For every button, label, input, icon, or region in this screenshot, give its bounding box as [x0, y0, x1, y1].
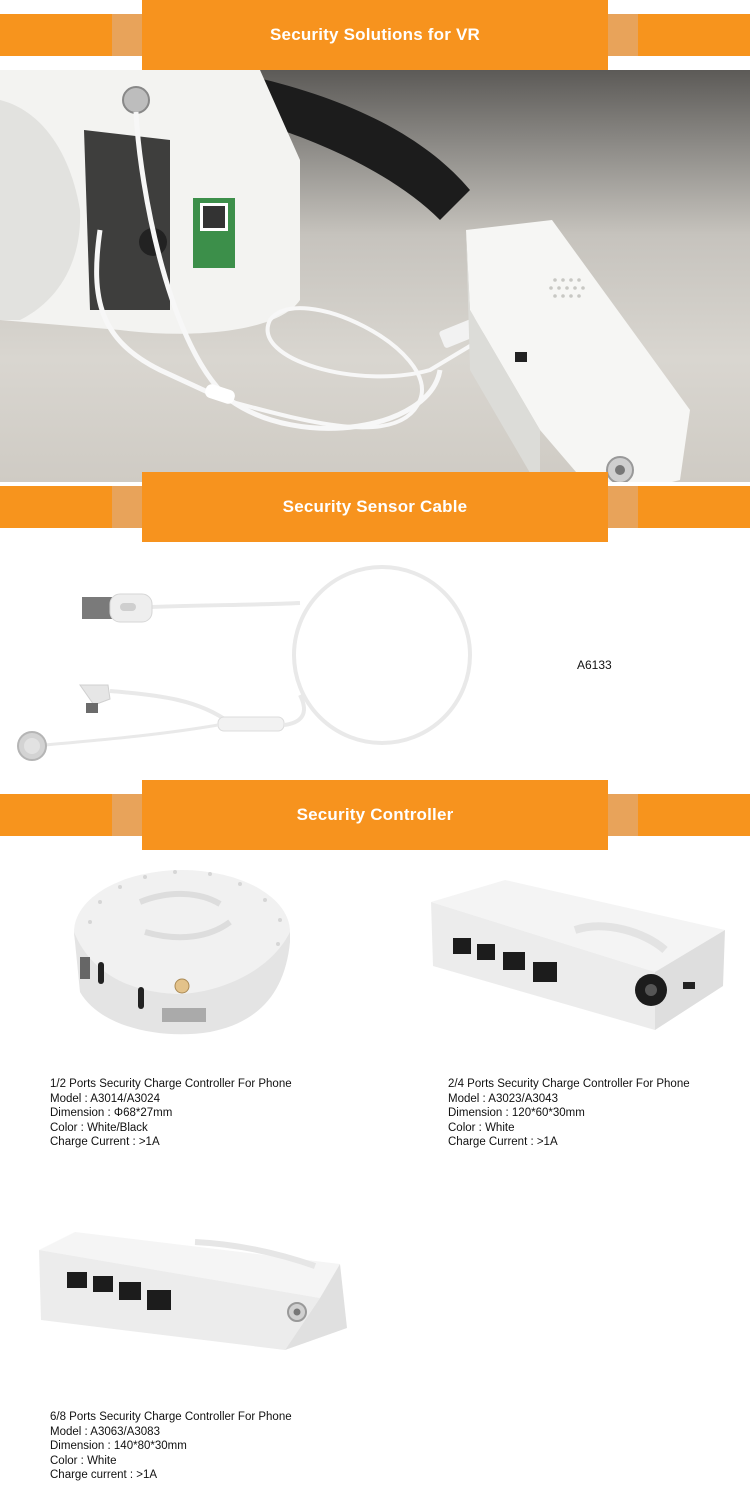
product-3-title: 6/8 Ports Security Charge Controller For Phone [50, 1411, 292, 1423]
banner-vr-title: Security Solutions for VR [270, 25, 480, 44]
product-2-color: Color : White [448, 1121, 515, 1134]
product-2-model: Model : A3023/A3043 [448, 1092, 558, 1105]
product-spec-1 [50, 1077, 292, 1150]
vr-headset-photo [0, 70, 750, 482]
vr-photo-illustration [0, 70, 750, 482]
round-controller-image [70, 862, 310, 1042]
product-3-color: Color : White [50, 1454, 117, 1467]
eight-port-controller-image [35, 1228, 355, 1358]
product-spec-3 [50, 1410, 292, 1483]
product-1-dimension: Dimension : Φ68*27mm [50, 1107, 173, 1119]
product-spec-2 [448, 1077, 690, 1150]
cable-model-label: A6133 [577, 658, 612, 672]
product-3-charge: Charge current : >1A [50, 1469, 158, 1481]
sensor-cable-illustration [0, 545, 520, 775]
product-1-title: 1/2 Ports Security Charge Controller For Phone [50, 1078, 292, 1090]
product-1-color: Color : White/Black [50, 1121, 148, 1134]
product-2-dimension: Dimension : 120*60*30mm [448, 1107, 585, 1119]
product-1-charge: Charge Current : >1A [50, 1136, 160, 1148]
four-port-controller-image [425, 880, 730, 1040]
product-2-title: 2/4 Ports Security Charge Controller For Phone [448, 1078, 690, 1090]
banner-cable [0, 472, 750, 542]
banner-controller [0, 780, 750, 850]
product-3-dimension: Dimension : 140*80*30mm [50, 1440, 187, 1452]
product-1-model: Model : A3014/A3024 [50, 1092, 160, 1105]
product-3-model: Model : A3063/A3083 [50, 1425, 160, 1438]
banner-cable-title: Security Sensor Cable [282, 497, 468, 516]
product-2-charge: Charge Current : >1A [448, 1136, 558, 1148]
banner-vr [0, 0, 750, 70]
banner-controller-title: Security Controller [296, 805, 454, 824]
